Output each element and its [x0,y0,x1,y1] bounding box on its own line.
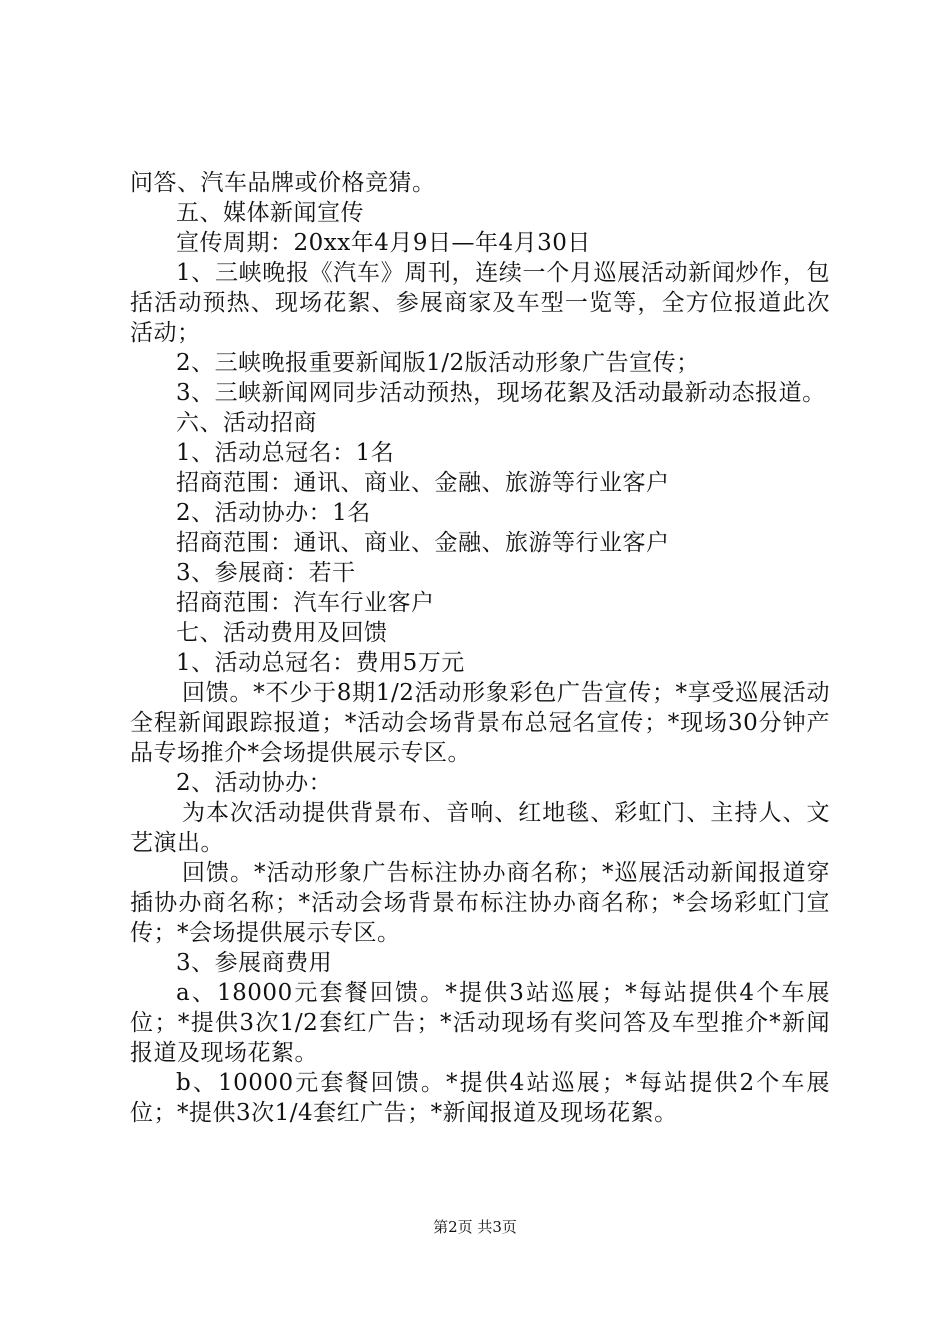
paragraph-exhibitor-fees: 3、参展商费用 [176,950,333,976]
paragraph-title-sponsor: 1、活动总冠名：1名 [176,440,395,466]
paragraph-media-item-1: 1、三峡晚报《汽车》周刊，连续一个月巡展活动新闻炒作，包括活动预热、现场花絮、参展商家及车型一览等，全方位报道此次活动； [130,260,830,346]
paragraph-exhibitors: 3、参展商：若干 [176,560,356,586]
paragraph-co-organizer-fee: 2、活动协办： [176,770,333,796]
paragraph-co-organizer-scope: 招商范围：通讯、商业、金融、旅游等行业客户 [176,530,670,556]
page-number-label: 第2页 共3页 [433,1218,517,1236]
paragraph-co-organizer: 2、活动协办：1名 [176,500,371,526]
paragraph-title-sponsor-scope: 招商范围：通讯、商业、金融、旅游等行业客户 [176,470,670,496]
paragraph-package-a: a、18000元套餐回馈。*提供3站巡展；*每站提供4个车展位；*提供3次1/2套红广告；*活动现场有奖问答及车型推介*新闻报道及现场花絮。 [130,980,830,1066]
paragraph-co-organizer-provides: 为本次活动提供背景布、音响、红地毯、彩虹门、主持人、文艺演出。 [130,800,830,856]
paragraph-promo-period: 宣传周期：20xx年4月9日—年4月30日 [176,230,591,256]
paragraph-exhibitors-scope: 招商范围：汽车行业客户 [176,590,435,616]
paragraph-title-sponsor-fee: 1、活动总冠名：费用5万元 [176,650,465,676]
paragraph-continuation: 问答、汽车品牌或价格竞猜。 [130,170,436,196]
section-heading-media: 五、媒体新闻宣传 [176,200,364,226]
page-footer [0,1217,950,1237]
paragraph-co-organizer-rewards: 回馈。*活动形象广告标注协办商名称；*巡展活动新闻报道穿插协办商名称；*活动会场背景布标注协办商名称；*会场彩虹门宣传；*会场提供展示专区。 [130,860,830,946]
paragraph-media-item-3: 3、三峡新闻网同步活动预热，现场花絮及活动最新动态报道。 [176,380,826,406]
paragraph-package-b: b、10000元套餐回馈。*提供4站巡展；*每站提供2个车展位；*提供3次1/4套红广告；*新闻报道及现场花絮。 [130,1070,830,1126]
paragraph-media-item-2: 2、三峡晚报重要新闻版1/2版活动形象广告宣传； [176,350,700,376]
section-heading-fees: 七、活动费用及回馈 [176,620,388,646]
document-body [130,168,830,1128]
paragraph-title-sponsor-rewards: 回馈。*不少于8期1/2活动形象彩色广告宣传；*享受巡展活动全程新闻跟踪报道；*活动会场背景布总冠名宣传；*现场30分钟产品专场推介*会场提供展示专区。 [130,680,830,766]
section-heading-sponsorship: 六、活动招商 [176,410,317,436]
